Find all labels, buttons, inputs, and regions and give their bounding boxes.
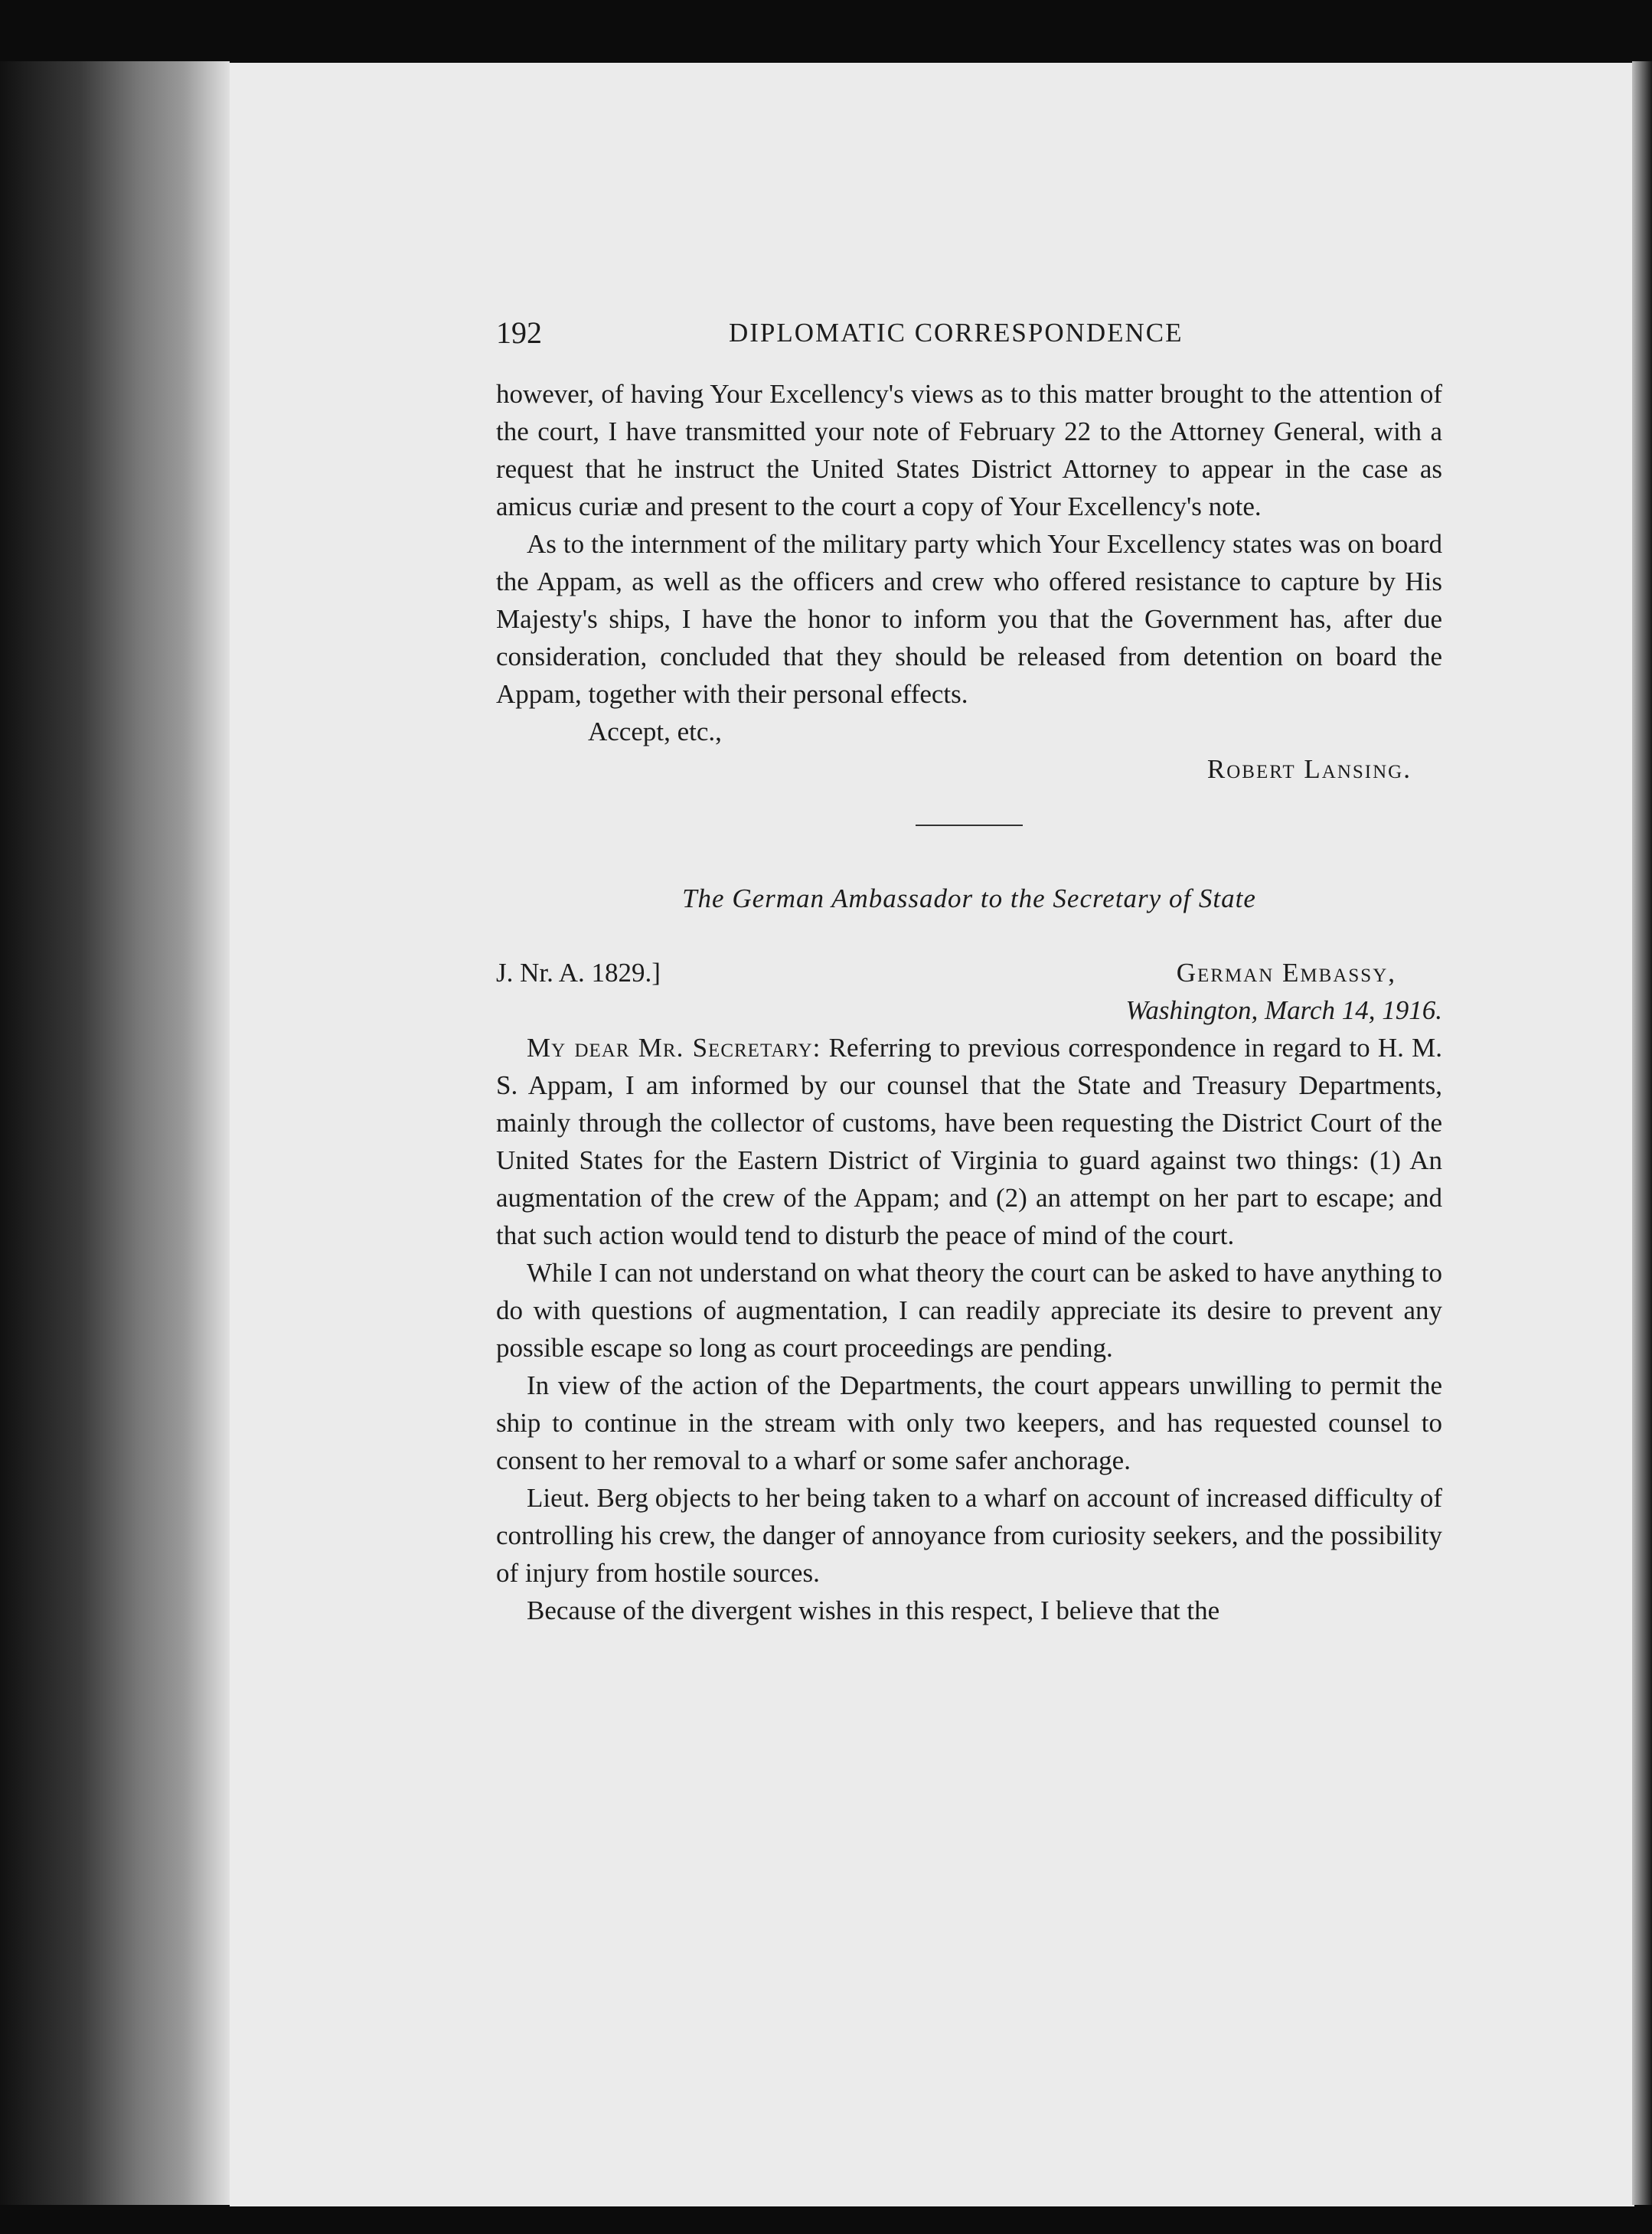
letter2-paragraph2: While I can not understand on what theory the court can be asked to have anything to do with questions of augmentation, I can readily appreciate its desire to prevent any possible escape so long as court proceedings are pending.: [496, 1258, 1442, 1363]
running-head: [496, 314, 1442, 360]
letter2-salutation: My dear Mr. Secretary:: [527, 1033, 821, 1063]
scan-right-margin: [1632, 61, 1652, 2205]
letter2-paragraph3: In view of the action of the Departments, the court appears unwilling to permit the ship to continue in the stream with only two keepers, and has requested counsel to consent to her removal to a wharf or some safer anchorage.: [496, 1370, 1442, 1475]
letter1-paragraph1: however, of having Your Excellency's views as to this matter brought to the attention of the court, I have transmitted your note of February 22 to the Attorney General, with a request that he instruct the United States District Attorney to appear in the case as amicus curiæ and present to the court a copy of Your Excellency's note.: [496, 379, 1442, 521]
section-divider: [916, 825, 1023, 826]
letter2-paragraph5: Because of the divergent wishes in this respect, I believe that the: [527, 1595, 1220, 1625]
letter2-paragraph4: Lieut. Berg objects to her being taken to a wharf on account of increased difficulty of controlling his crew, the danger of annoyance from curiosity seekers, and the possibility of injury from hostile sources.: [496, 1483, 1442, 1588]
letter1-signature: Robert Lansing.: [1206, 754, 1412, 784]
letter2-sender: German Embassy,: [1176, 958, 1396, 988]
page-number: 192: [496, 315, 542, 350]
letter1-closing: Accept, etc.,: [588, 717, 722, 746]
running-title: DIPLOMATIC CORRESPONDENCE: [729, 318, 1183, 348]
letter2-dateline: Washington, March 14, 1916.: [1125, 995, 1442, 1025]
letter2-paragraph1-text: Referring to previous correspondence in regard to H. M. S. Appam, I am informed by our counsel that the State and Treasury Departments, mainly through the collector of customs, have been requesting the District Court of the United States for the Eastern District of Virginia to guard against two things: (1) An augmentation of the crew of the Appam; and (2) an attempt on her part to escape; and that such action would tend to disturb the peace of mind of the court.: [496, 1033, 1443, 1250]
letter2-reference: J. Nr. A. 1829.]: [496, 958, 661, 988]
scan-left-margin: [0, 61, 230, 2205]
page-content: [496, 314, 1442, 1629]
letter2-paragraph1: [496, 1029, 1442, 1254]
letter2-reference-row: [496, 954, 1442, 991]
letter1-paragraph2: As to the internment of the military party which Your Excellency states was on board the Appam, as well as the officers and crew who offered resistance to capture by His Majesty's ships, I have the honor to inform you that the Government has, after due consideration, concluded that they should be released from detention on board the Appam, together with their personal effects.: [496, 529, 1442, 709]
letter2-heading: The German Ambassador to the Secretary of State: [682, 883, 1256, 913]
